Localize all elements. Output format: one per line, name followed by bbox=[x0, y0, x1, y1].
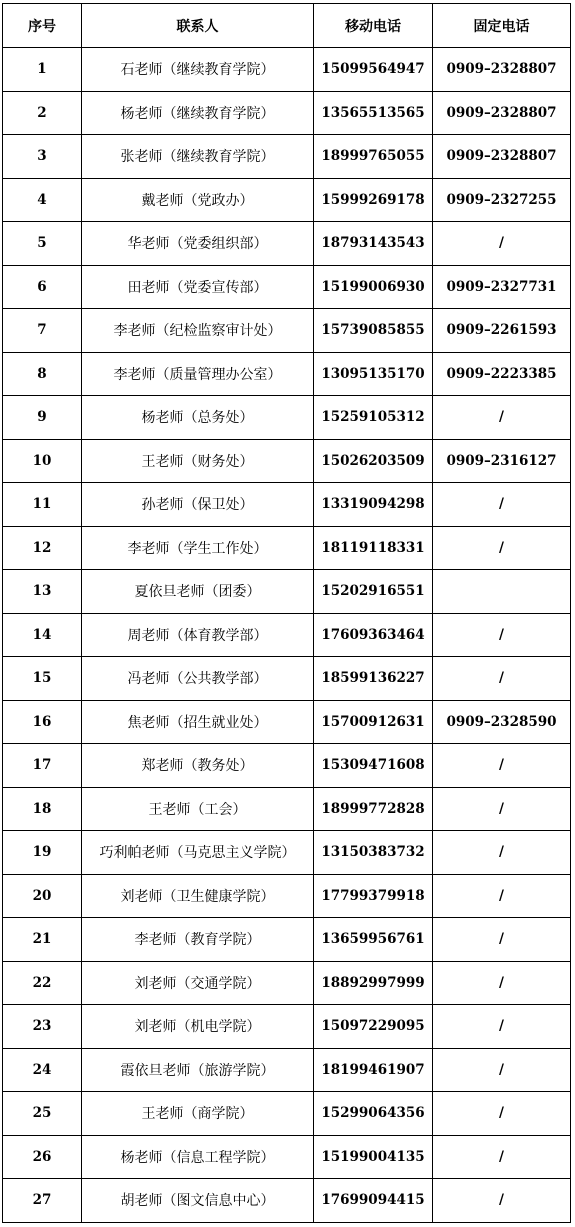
cell-index: 24 bbox=[3, 1048, 82, 1092]
cell-landline: / bbox=[433, 831, 571, 875]
table-row bbox=[3, 961, 571, 1005]
cell-mobile: 17699094415 bbox=[314, 1179, 433, 1223]
table-row bbox=[3, 265, 571, 309]
table-row bbox=[3, 1135, 571, 1179]
header-row bbox=[3, 4, 571, 48]
cell-landline: 0909–2328807 bbox=[433, 48, 571, 92]
cell-index: 26 bbox=[3, 1135, 82, 1179]
table-row bbox=[3, 744, 571, 788]
cell-mobile: 15999269178 bbox=[314, 178, 433, 222]
cell-mobile: 18119118331 bbox=[314, 526, 433, 570]
cell-landline: / bbox=[433, 1179, 571, 1223]
cell-contact: 华老师（党委组织部） bbox=[82, 222, 314, 266]
table-row bbox=[3, 831, 571, 875]
table-row bbox=[3, 352, 571, 396]
table-row bbox=[3, 309, 571, 353]
cell-index: 10 bbox=[3, 439, 82, 483]
contact-sheet bbox=[2, 3, 570, 1223]
cell-contact: 李老师（学生工作处） bbox=[82, 526, 314, 570]
cell-mobile: 18999772828 bbox=[314, 787, 433, 831]
cell-landline: / bbox=[433, 526, 571, 570]
cell-landline: 0909–2328807 bbox=[433, 135, 571, 179]
cell-contact: 夏依旦老师（团委） bbox=[82, 570, 314, 614]
cell-contact: 李老师（教育学院） bbox=[82, 918, 314, 962]
cell-mobile: 15097229095 bbox=[314, 1005, 433, 1049]
cell-landline: / bbox=[433, 1135, 571, 1179]
cell-mobile: 15099564947 bbox=[314, 48, 433, 92]
cell-landline: / bbox=[433, 787, 571, 831]
table-row bbox=[3, 918, 571, 962]
cell-mobile: 13095135170 bbox=[314, 352, 433, 396]
cell-landline: / bbox=[433, 1048, 571, 1092]
cell-mobile: 18999765055 bbox=[314, 135, 433, 179]
cell-contact: 刘老师（交通学院） bbox=[82, 961, 314, 1005]
contact-table bbox=[2, 3, 571, 1223]
cell-mobile: 13150383732 bbox=[314, 831, 433, 875]
cell-mobile: 15026203509 bbox=[314, 439, 433, 483]
cell-index: 15 bbox=[3, 657, 82, 701]
table-body bbox=[3, 48, 571, 1223]
cell-index: 23 bbox=[3, 1005, 82, 1049]
cell-contact: 王老师（财务处） bbox=[82, 439, 314, 483]
cell-landline: 0909–2327255 bbox=[433, 178, 571, 222]
cell-index: 2 bbox=[3, 91, 82, 135]
cell-index: 7 bbox=[3, 309, 82, 353]
cell-contact: 巧利帕老师（马克思主义学院） bbox=[82, 831, 314, 875]
cell-mobile: 15202916551 bbox=[314, 570, 433, 614]
cell-contact: 杨老师（继续教育学院） bbox=[82, 91, 314, 135]
table-row bbox=[3, 222, 571, 266]
cell-index: 8 bbox=[3, 352, 82, 396]
cell-index: 27 bbox=[3, 1179, 82, 1223]
cell-mobile: 15199004135 bbox=[314, 1135, 433, 1179]
cell-mobile: 18599136227 bbox=[314, 657, 433, 701]
cell-contact: 王老师（商学院） bbox=[82, 1092, 314, 1136]
cell-landline bbox=[433, 570, 571, 614]
cell-contact: 杨老师（总务处） bbox=[82, 396, 314, 440]
cell-contact: 孙老师（保卫处） bbox=[82, 483, 314, 527]
cell-landline: / bbox=[433, 961, 571, 1005]
cell-contact: 霞依旦老师（旅游学院） bbox=[82, 1048, 314, 1092]
cell-index: 1 bbox=[3, 48, 82, 92]
header-index: 序号 bbox=[3, 4, 82, 48]
table-row bbox=[3, 439, 571, 483]
table-row bbox=[3, 1179, 571, 1223]
cell-contact: 张老师（继续教育学院） bbox=[82, 135, 314, 179]
cell-index: 9 bbox=[3, 396, 82, 440]
cell-landline: / bbox=[433, 222, 571, 266]
cell-index: 22 bbox=[3, 961, 82, 1005]
cell-landline: 0909–2328590 bbox=[433, 700, 571, 744]
cell-contact: 李老师（质量管理办公室） bbox=[82, 352, 314, 396]
cell-mobile: 13565513565 bbox=[314, 91, 433, 135]
table-row bbox=[3, 178, 571, 222]
cell-landline: / bbox=[433, 1005, 571, 1049]
cell-landline: 0909–2316127 bbox=[433, 439, 571, 483]
cell-index: 4 bbox=[3, 178, 82, 222]
cell-index: 17 bbox=[3, 744, 82, 788]
table-row bbox=[3, 874, 571, 918]
cell-index: 25 bbox=[3, 1092, 82, 1136]
cell-mobile: 18892997999 bbox=[314, 961, 433, 1005]
cell-landline: / bbox=[433, 874, 571, 918]
cell-landline: 0909–2327731 bbox=[433, 265, 571, 309]
cell-contact: 田老师（党委宣传部） bbox=[82, 265, 314, 309]
cell-landline: / bbox=[433, 1092, 571, 1136]
cell-contact: 胡老师（图文信息中心） bbox=[82, 1179, 314, 1223]
cell-contact: 李老师（纪检监察审计处） bbox=[82, 309, 314, 353]
cell-landline: 0909–2328807 bbox=[433, 91, 571, 135]
cell-contact: 冯老师（公共教学部） bbox=[82, 657, 314, 701]
cell-landline: / bbox=[433, 918, 571, 962]
cell-mobile: 15259105312 bbox=[314, 396, 433, 440]
cell-contact: 王老师（工会） bbox=[82, 787, 314, 831]
table-row bbox=[3, 526, 571, 570]
cell-index: 18 bbox=[3, 787, 82, 831]
cell-mobile: 17609363464 bbox=[314, 613, 433, 657]
cell-landline: / bbox=[433, 657, 571, 701]
table-row bbox=[3, 91, 571, 135]
cell-index: 19 bbox=[3, 831, 82, 875]
table-row bbox=[3, 48, 571, 92]
table-row bbox=[3, 1092, 571, 1136]
cell-mobile: 15199006930 bbox=[314, 265, 433, 309]
cell-mobile: 13659956761 bbox=[314, 918, 433, 962]
cell-mobile: 18793143543 bbox=[314, 222, 433, 266]
header-contact: 联系人 bbox=[82, 4, 314, 48]
cell-mobile: 13319094298 bbox=[314, 483, 433, 527]
cell-contact: 石老师（继续教育学院） bbox=[82, 48, 314, 92]
cell-index: 5 bbox=[3, 222, 82, 266]
cell-index: 6 bbox=[3, 265, 82, 309]
cell-landline: / bbox=[433, 396, 571, 440]
cell-contact: 周老师（体育教学部） bbox=[82, 613, 314, 657]
cell-landline: / bbox=[433, 613, 571, 657]
cell-landline: 0909–2223385 bbox=[433, 352, 571, 396]
table-row bbox=[3, 483, 571, 527]
cell-index: 11 bbox=[3, 483, 82, 527]
cell-mobile: 15739085855 bbox=[314, 309, 433, 353]
cell-mobile: 18199461907 bbox=[314, 1048, 433, 1092]
table-row bbox=[3, 570, 571, 614]
cell-mobile: 15299064356 bbox=[314, 1092, 433, 1136]
cell-index: 14 bbox=[3, 613, 82, 657]
cell-mobile: 17799379918 bbox=[314, 874, 433, 918]
table-row bbox=[3, 1005, 571, 1049]
cell-index: 20 bbox=[3, 874, 82, 918]
table-row bbox=[3, 700, 571, 744]
table-row bbox=[3, 396, 571, 440]
table-row bbox=[3, 613, 571, 657]
cell-index: 3 bbox=[3, 135, 82, 179]
cell-index: 12 bbox=[3, 526, 82, 570]
header-mobile: 移动电话 bbox=[314, 4, 433, 48]
cell-index: 16 bbox=[3, 700, 82, 744]
table-header bbox=[3, 4, 571, 48]
cell-contact: 戴老师（党政办） bbox=[82, 178, 314, 222]
cell-contact: 杨老师（信息工程学院） bbox=[82, 1135, 314, 1179]
cell-index: 21 bbox=[3, 918, 82, 962]
cell-mobile: 15700912631 bbox=[314, 700, 433, 744]
header-landline: 固定电话 bbox=[433, 4, 571, 48]
cell-index: 13 bbox=[3, 570, 82, 614]
cell-landline: 0909–2261593 bbox=[433, 309, 571, 353]
table-row bbox=[3, 787, 571, 831]
cell-contact: 焦老师（招生就业处） bbox=[82, 700, 314, 744]
table-row bbox=[3, 657, 571, 701]
cell-contact: 郑老师（教务处） bbox=[82, 744, 314, 788]
table-row bbox=[3, 1048, 571, 1092]
cell-landline: / bbox=[433, 483, 571, 527]
cell-mobile: 15309471608 bbox=[314, 744, 433, 788]
cell-contact: 刘老师（卫生健康学院） bbox=[82, 874, 314, 918]
cell-landline: / bbox=[433, 744, 571, 788]
table-row bbox=[3, 135, 571, 179]
cell-contact: 刘老师（机电学院） bbox=[82, 1005, 314, 1049]
